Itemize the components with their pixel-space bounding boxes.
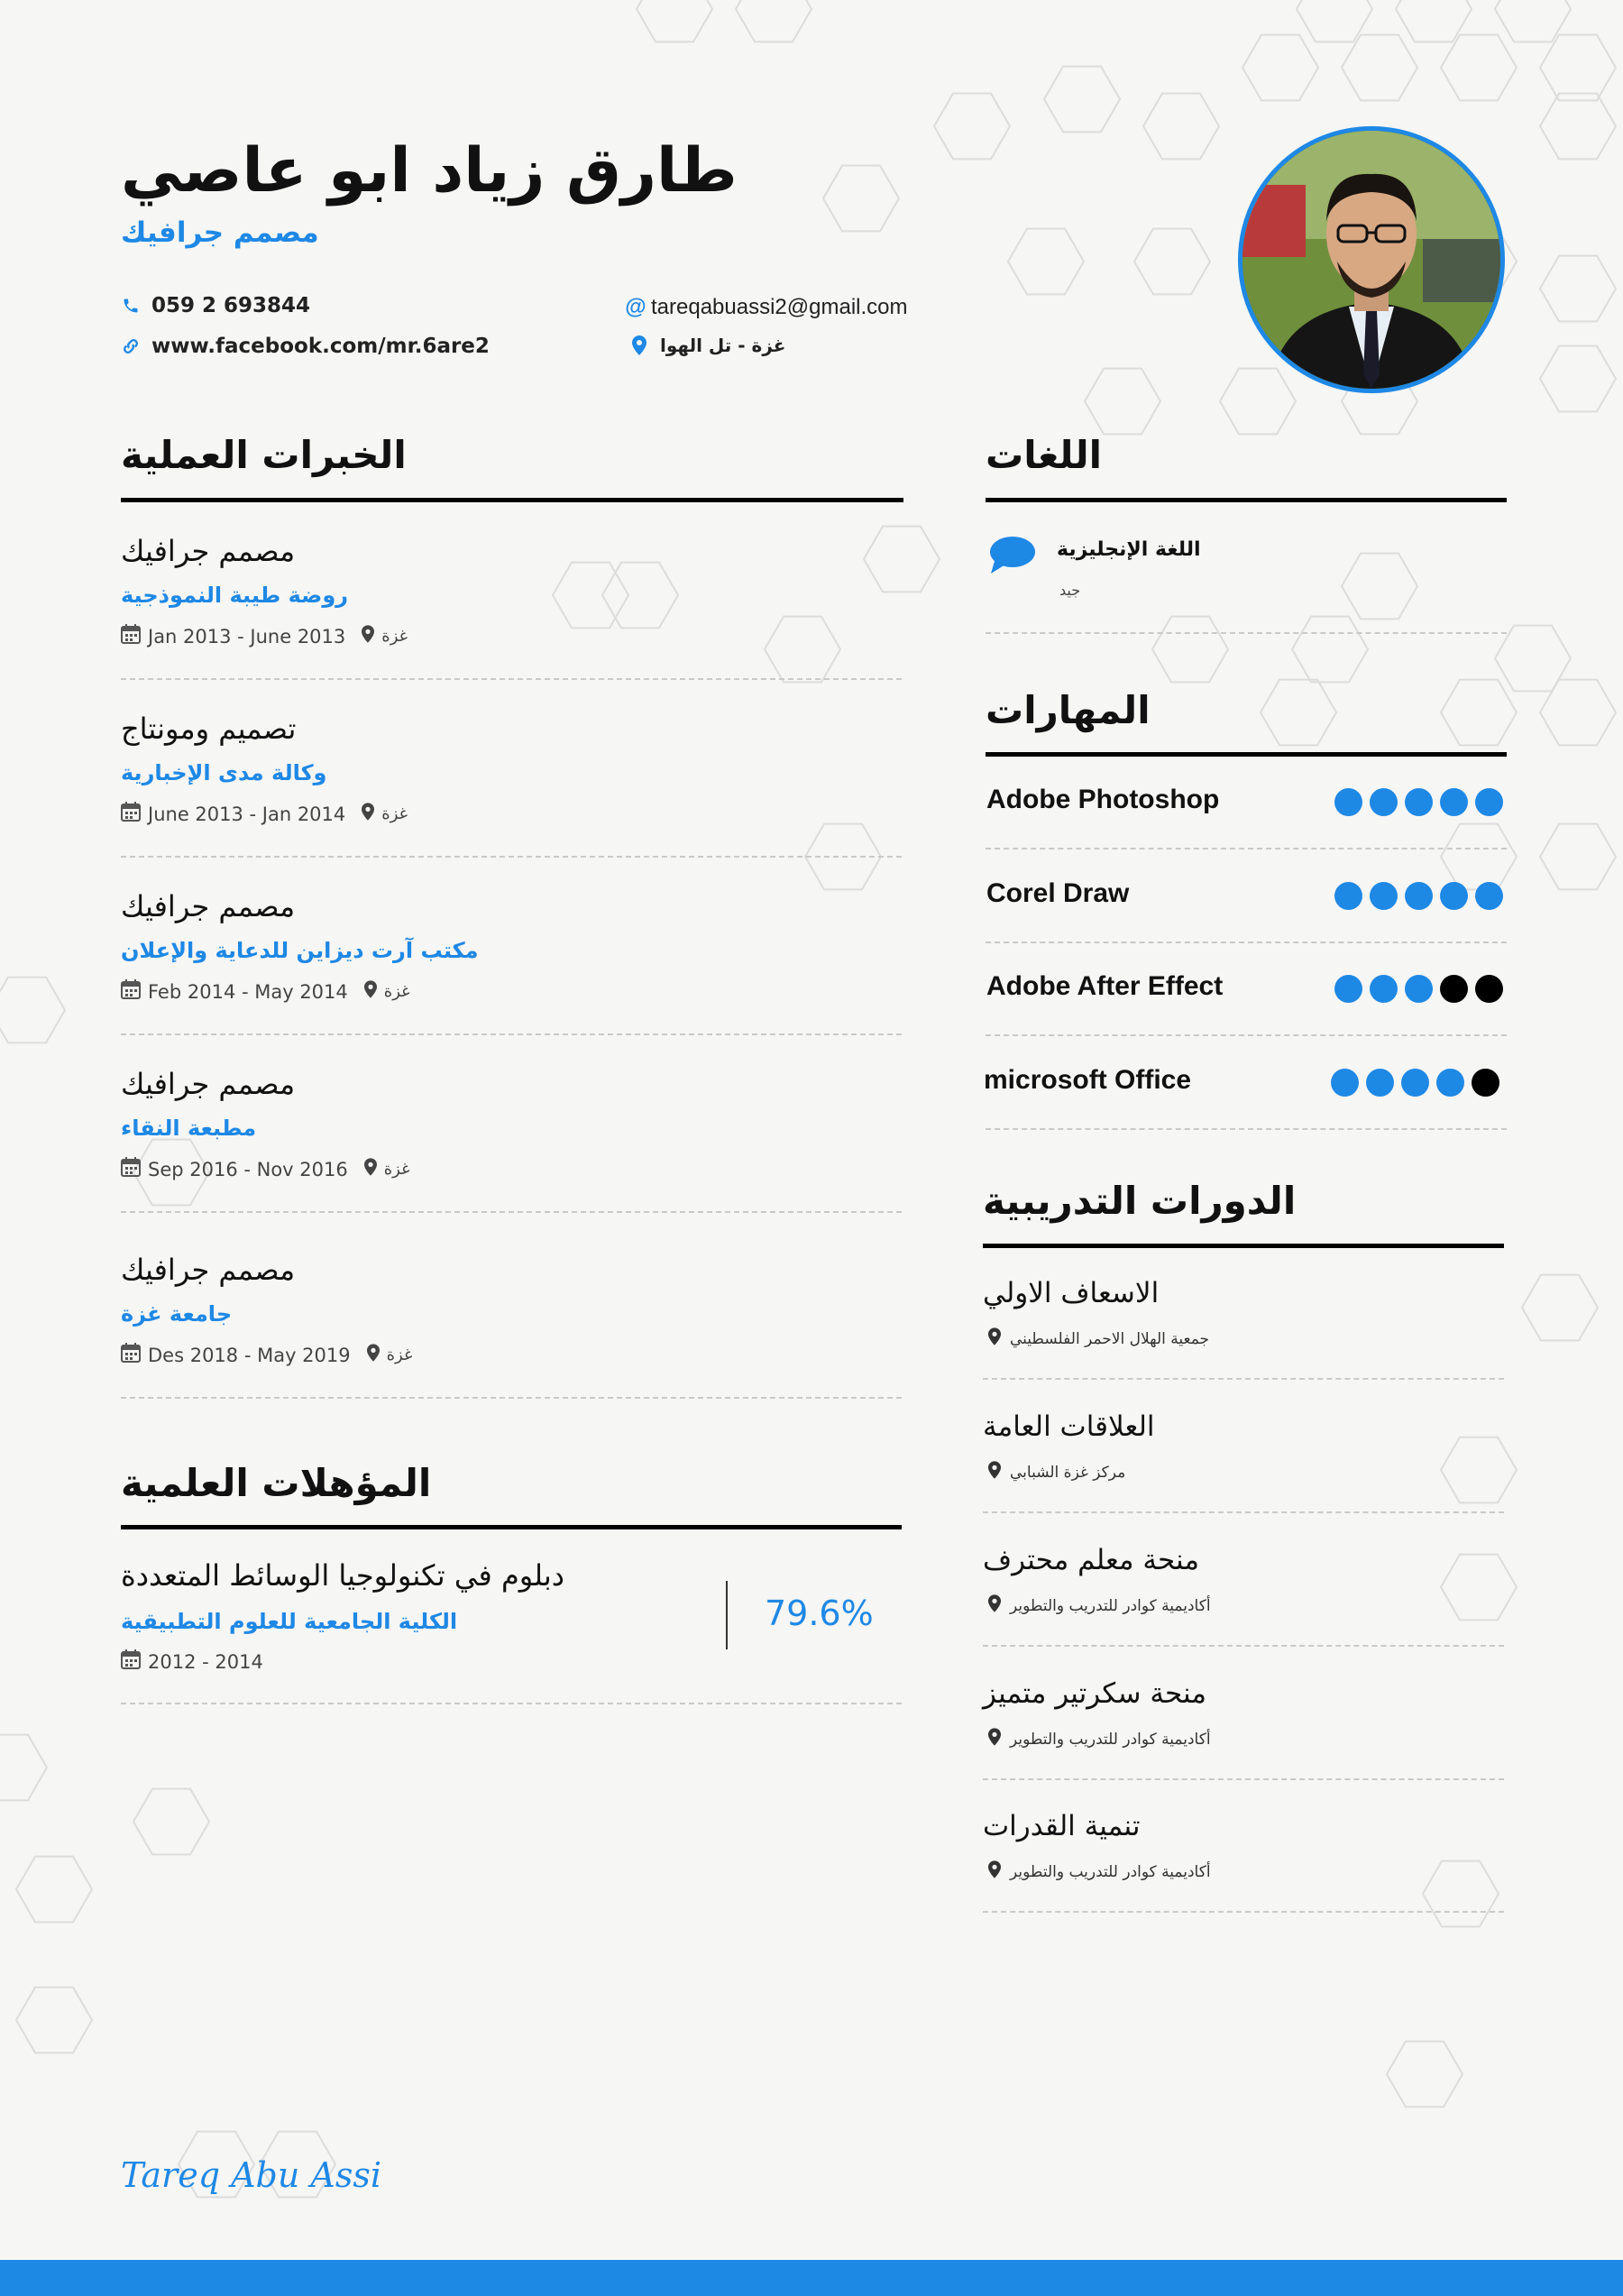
skill-level-dot [1334,975,1362,1003]
experience-divider [121,1397,902,1399]
hexagon-shape [1220,369,1296,435]
calendar-icon [121,979,141,1004]
hexagon-shape [1441,824,1517,890]
phone-number: 059 2 693844 [151,294,311,317]
experience-divider [121,856,902,858]
courses-rule [983,1244,1504,1248]
hexagon-shape [0,978,65,1043]
education-title: دبلوم في تكنولوجيا الوسائط المتعددة [121,1558,565,1593]
skill-divider [986,848,1507,850]
hexagon-shape [1540,346,1616,412]
experience-divider [121,678,902,680]
skill-level-dot [1366,1069,1394,1097]
course-title: منحة معلم محترف [983,1544,1199,1576]
course-meta [988,1327,1209,1350]
job-title: مصمم جرافيك [121,216,319,249]
skill-level-dot [1370,882,1398,910]
skill-level-dot [1405,975,1433,1003]
skill-rating [1334,882,1503,910]
hexagon-shape [1342,35,1417,101]
map-pin-icon [988,1728,1001,1750]
education-org: الكلية الجامعية للعلوم التطبيقية [121,1609,458,1634]
experience-title: تصميم ومونتاج [121,712,297,746]
experience-org: روضة طيبة النموذجية [121,583,349,608]
skill-name: Corel Draw [986,878,1130,908]
map-pin-icon [988,1594,1001,1617]
education-divider [121,1703,902,1704]
map-pin-icon [367,1344,380,1366]
footer-bar [0,2260,1623,2296]
hexagon-shape [1540,94,1616,160]
website-link[interactable]: www.facebook.com/mr.6are2 [151,335,490,358]
experience-meta [121,979,410,1004]
course-title: تنمية القدرات [983,1810,1141,1842]
map-pin-icon [988,1461,1001,1483]
skill-rating [1334,788,1503,816]
education-rule [121,1525,902,1529]
skill-name: microsoft Office [984,1065,1192,1095]
experience-place: غزة [383,1160,410,1179]
skill-divider [986,941,1507,943]
hexagon-shape [1441,1437,1517,1503]
experience-place: غزة [386,1345,413,1364]
hexagon-shape [1387,2042,1463,2108]
calendar-icon [121,1343,141,1367]
hexagon-shape [1540,824,1616,890]
education-heading: المؤهلات العلمية [121,1461,432,1505]
profile-photo [1238,126,1505,393]
hexagon-shape [1008,229,1084,295]
skill-rating [1334,975,1503,1003]
skill-level-dot [1405,788,1433,816]
experience-place: غزة [383,982,410,1001]
experience-dates: Feb 2014 - May 2014 [148,980,348,1003]
experience-meta [121,1157,410,1181]
hexagon-shape [602,563,678,629]
map-pin-icon [364,1158,377,1180]
skill-level-dot [1405,882,1433,910]
experience-meta [121,802,408,826]
course-meta [988,1728,1211,1750]
skill-level-dot [1334,882,1362,910]
course-divider [983,1378,1504,1380]
skill-level-dot [1331,1069,1359,1097]
email-contact [626,295,908,320]
skill-divider [986,1034,1507,1036]
hexagon-shape [765,617,840,683]
skill-level-dot [1401,1069,1429,1097]
language-name: اللغة الإنجليزية [1057,538,1201,561]
education-score: 79.6% [765,1593,874,1633]
hexagon-shape [736,0,812,41]
education-meta [121,1649,263,1674]
hexagon-shape [0,1735,47,1801]
at-icon: @ [625,295,646,319]
skill-level-dot [1475,975,1503,1003]
experience-dates: June 2013 - Jan 2014 [148,803,346,825]
education-dates: 2012 - 2014 [148,1650,263,1673]
hexagon-shape [637,0,712,41]
hexagon-shape [1540,256,1616,322]
calendar-icon [121,802,141,826]
hexagon-shape [1261,680,1336,746]
experience-title: مصمم جرافيك [121,889,296,923]
skill-level-dot [1436,1069,1464,1097]
experience-meta [121,1343,412,1367]
experience-org: مطبعة النقاء [121,1116,257,1141]
hexagon-shape [1242,35,1318,101]
hexagon-shape [553,563,628,629]
skill-level-dot [1440,882,1468,910]
hexagon-shape [1143,94,1219,160]
hexagon-shape [133,1789,209,1855]
skills-heading: المهارات [986,688,1151,732]
experience-org: وكالة مدى الإخبارية [121,760,327,785]
skill-level-dot [1370,975,1398,1003]
map-pin-icon [988,1327,1001,1350]
experience-place: غزة [381,804,408,823]
map-pin-icon [362,625,374,647]
website-contact [121,335,490,358]
experience-org: مكتب آرت ديزاين للدعاية والإعلان [121,938,479,963]
skill-level-dot [1440,975,1468,1003]
speech-bubble-icon [989,536,1036,579]
hexagon-shape [1134,229,1210,295]
experience-dates: Jan 2013 - June 2013 [148,625,346,647]
location-contact [629,335,785,356]
skill-name: Adobe After Effect [986,971,1224,1001]
experience-dates: Des 2018 - May 2019 [148,1344,351,1366]
experience-meta [121,624,408,648]
language-level: جيد [1059,582,1081,599]
skills-rule [986,752,1507,757]
experience-dates: Sep 2016 - Nov 2016 [148,1158,348,1180]
course-org: جمعية الهلال الاحمر الفلسطيني [1010,1329,1210,1348]
hexagon-shape [1152,617,1228,683]
course-meta [988,1461,1125,1483]
hexagon-shape [934,94,1010,160]
map-pin-icon [362,803,374,825]
location-text: غزة - تل الهوا [660,335,786,356]
hexagon-shape [16,1988,92,2053]
calendar-icon [121,624,141,648]
skill-level-dot [1334,788,1362,816]
email-address[interactable]: tareqabuassi2@gmail.com [651,295,908,319]
course-org: أكاديمية كوادر للتدريب والتطوير [1010,1862,1211,1881]
skill-rating [1331,1069,1499,1097]
hexagon-shape [1522,1275,1598,1341]
languages-rule [986,498,1507,502]
hexagon-shape [1540,35,1616,101]
course-meta [988,1860,1211,1883]
skill-level-dot [1370,788,1398,816]
course-divider [983,1778,1504,1780]
course-divider [983,1911,1504,1913]
score-divider [726,1581,728,1649]
course-title: الاسعاف الاولي [983,1277,1160,1309]
hexagon-shape [1495,626,1571,692]
experience-divider [121,1211,902,1213]
course-meta [988,1594,1211,1617]
course-org: مركز غزة الشبابي [1010,1463,1126,1482]
skill-level-dot [1472,1069,1499,1097]
hexagon-shape [16,1857,92,1923]
calendar-icon [121,1649,141,1674]
experience-org: جامعة غزة [121,1301,233,1327]
course-divider [983,1511,1504,1513]
experience-heading: الخبرات العملية [121,433,407,477]
experience-title: مصمم جرافيك [121,534,296,568]
signature: Tareq Abu Assi [121,2155,382,2195]
course-org: أكاديمية كوادر للتدريب والتطوير [1010,1730,1211,1749]
hexagon-shape [1342,554,1417,620]
phone-icon [121,296,141,316]
languages-heading: اللغات [986,433,1102,477]
calendar-icon [121,1157,141,1181]
hexagon-shape [823,166,899,232]
experience-title: مصمم جرافيك [121,1067,296,1101]
phone-contact [121,294,310,317]
hexagon-shape [864,527,940,592]
hexagon-shape [1423,1861,1499,1927]
hexagon-shape [1441,680,1517,746]
course-title: العلاقات العامة [983,1410,1155,1443]
skill-level-dot [1440,788,1468,816]
hexagon-shape [1085,369,1160,435]
hexagon-shape [1441,35,1517,101]
courses-heading: الدورات التدريبية [983,1179,1297,1223]
language-divider [986,632,1507,634]
hexagon-shape [1540,680,1616,746]
hexagon-shape [1044,67,1120,133]
skill-level-dot [1475,882,1503,910]
course-divider [983,1645,1504,1647]
map-pin-icon [988,1860,1001,1883]
map-pin-icon [629,335,649,355]
experience-rule [121,498,903,502]
hexagon-shape [1292,617,1368,683]
skill-name: Adobe Photoshop [986,785,1220,814]
map-pin-icon [364,980,377,1003]
hexagon-shape [1441,1555,1517,1621]
candidate-name: طارق زياد ابو عاصي [121,135,738,207]
skill-divider [986,1128,1507,1130]
course-org: أكاديمية كوادر للتدريب والتطوير [1010,1596,1211,1615]
skill-level-dot [1475,788,1503,816]
link-icon [121,336,141,356]
experience-title: مصمم جرافيك [121,1253,296,1287]
experience-place: غزة [381,627,408,646]
experience-divider [121,1033,902,1035]
course-title: منحة سكرتير متميز [983,1677,1206,1710]
